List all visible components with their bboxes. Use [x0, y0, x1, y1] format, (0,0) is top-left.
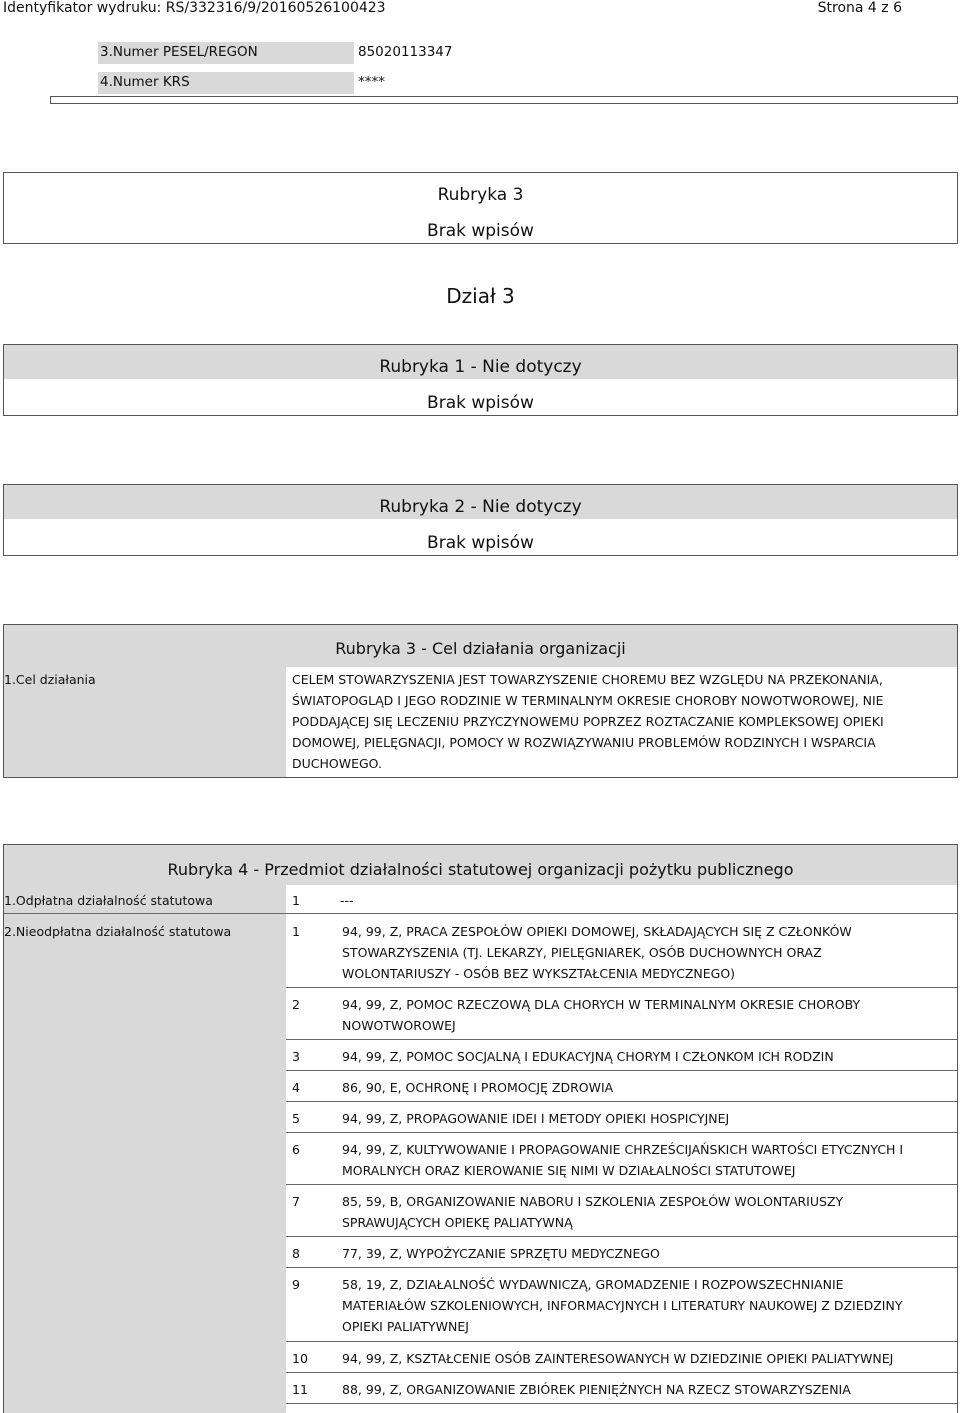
krs-value: **** [358, 74, 385, 90]
cel-label: 1.Cel działania [4, 672, 96, 687]
page-number: Strona 4 z 6 [817, 0, 902, 16]
cel-line: DOMOWEJ, PIELĘGNACJI, POMOCY W ROZWIĄZYWANIU PROBLEMÓW RODZINYCH I WSPARCIA [292, 735, 876, 750]
item-line: SPRAWUJĄCYCH OPIEKĘ PALIATYWNĄ [342, 1215, 573, 1230]
item-line: 94, 99, Z, POMOC SOCJALNĄ I EDUKACYJNĄ CHORYM I CZŁONKOM ICH RODZIN [342, 1049, 834, 1064]
item-number: 4 [292, 1080, 300, 1095]
item-text [342, 1139, 949, 1181]
row-divider [286, 1184, 957, 1185]
paid-label: 1.Odpłatna działalność statutowa [4, 893, 213, 908]
section-title: Rubryka 3 [437, 185, 524, 205]
row-divider [286, 1341, 957, 1342]
item-number: 3 [292, 1049, 300, 1064]
item-number: 5 [292, 1111, 300, 1126]
section-title: Rubryka 3 - Cel działania organizacji [335, 639, 626, 658]
item-number: 8 [292, 1246, 300, 1261]
item-text [342, 1191, 949, 1233]
id-underline [50, 96, 958, 104]
item-line: MATERIAŁÓW SZKOLENIOWYCH, INFORMACYJNYCH I LITERATURY NAUKOWEJ Z DZIEDZINY [342, 1298, 903, 1313]
item-line: STOWARZYSZENIA (TJ. LEKARZY, PIELĘGNIAREK, OSÓB DUCHOWNYCH ORAZ [342, 945, 822, 960]
section-title: Rubryka 1 - Nie dotyczy [379, 357, 582, 377]
cel-line: DUCHOWEGO. [292, 756, 382, 771]
label-column [4, 885, 286, 1413]
item-line: NOWOTWOROWEJ [342, 1018, 456, 1033]
item-line: WOLONTARIUSZY - OSÓB BEZ WYKSZTAŁCENIA MEDYCZNEGO) [342, 966, 736, 981]
item-line: 85, 59, B, ORGANIZOWANIE NABORU I SZKOLENIA ZESPOŁÓW WOLONTARIUSZY [342, 1194, 844, 1209]
item-number: 10 [292, 1351, 308, 1366]
item-text [342, 1046, 949, 1067]
pesel-label: 3.Numer PESEL/REGON [100, 44, 258, 60]
row-divider [286, 1070, 957, 1071]
cel-line: CELEM STOWARZYSZENIA JEST TOWARZYSZENIE CHOREMU BEZ WZGLĘDU NA PRZEKONANIA, [292, 672, 883, 687]
paid-value: --- [340, 893, 354, 908]
krs-label: 4.Numer KRS [100, 74, 190, 90]
item-number: 1 [292, 924, 300, 939]
item-line: 86, 90, E, OCHRONĘ I PROMOCJĘ ZDROWIA [342, 1080, 614, 1095]
item-line: 94, 99, Z, POMOC RZECZOWĄ DLA CHORYCH W TERMINALNYM OKRESIE CHOROBY [342, 997, 861, 1012]
row-divider [4, 913, 957, 914]
section-note: Brak wpisów [427, 221, 534, 241]
item-number: 9 [292, 1277, 300, 1292]
section-rubryka-4 [3, 844, 958, 1413]
item-line: 94, 99, Z, PRACA ZESPOŁÓW OPIEKI DOMOWEJ, SKŁADAJĄCYCH SIĘ Z CZŁONKÓW [342, 924, 852, 939]
row-divider [286, 1039, 957, 1040]
paid-num: 1 [292, 893, 300, 908]
item-text [342, 1274, 949, 1337]
section-rubryka-1 [3, 344, 958, 416]
unpaid-label: 2.Nieodpłatna działalność statutowa [4, 924, 232, 939]
row-divider [286, 987, 957, 988]
item-number: 2 [292, 997, 300, 1012]
pesel-value: 85020113347 [358, 44, 453, 60]
item-line: 94, 99, Z, KULTYWOWANIE I PROPAGOWANIE CHRZEŚCIJAŃSKICH WARTOŚCI ETYCZNYCH I [342, 1142, 904, 1157]
item-line: 94, 99, Z, KSZTAŁCENIE OSÓB ZAINTERESOWANYCH W DZIEDZINIE OPIEKI PALIATYWNEJ [342, 1351, 894, 1366]
item-text [342, 1379, 949, 1400]
row-divider [286, 1236, 957, 1237]
item-line: MORALNYCH ORAZ KIEROWANIE SIĘ NIMI W DZIAŁALNOŚCI STATUTOWEJ [342, 1163, 796, 1178]
dzial-title: Dział 3 [446, 284, 515, 308]
section-note: Brak wpisów [427, 393, 534, 413]
section-rubryka-2 [3, 484, 958, 556]
row-divider [286, 1372, 957, 1373]
section-cel-dzialania [3, 624, 958, 778]
print-identifier: Identyfikator wydruku: RS/332316/9/20160526100423 [3, 0, 386, 16]
row-divider [286, 1403, 957, 1404]
row-divider [286, 1132, 957, 1133]
section-note: Brak wpisów [427, 533, 534, 553]
item-line: 77, 39, Z, WYPOŻYCZANIE SPRZĘTU MEDYCZNEGO [342, 1246, 660, 1261]
cel-text [292, 669, 951, 774]
item-text [342, 994, 949, 1036]
item-number: 11 [292, 1382, 308, 1397]
item-number: 6 [292, 1142, 300, 1157]
cel-line: ŚWIATOPOGLĄD I JEGO RODZINIE W TERMINALNYM OKRESIE CHOROBY NOWOTWOROWEJ, NIE [292, 693, 884, 708]
item-line: OPIEKI PALIATYWNEJ [342, 1319, 469, 1334]
item-line: 88, 99, Z, ORGANIZOWANIE ZBIÓREK PIENIĘŻNYCH NA RZECZ STOWARZYSZENIA [342, 1382, 851, 1397]
id-rows [50, 36, 958, 104]
section-rubryka-3 [3, 172, 958, 244]
item-text [342, 1243, 949, 1264]
item-line: 94, 99, Z, PROPAGOWANIE IDEI I METODY OPIEKI HOSPICYJNEJ [342, 1111, 730, 1126]
section-title: Rubryka 4 - Przedmiot działalności statutowej organizacji pożytku publicznego [167, 860, 794, 879]
item-text [342, 1108, 949, 1129]
item-text [342, 1348, 949, 1369]
item-line: 58, 19, Z, DZIAŁALNOŚĆ WYDAWNICZĄ, GROMADZENIE I ROZPOWSZECHNIANIE [342, 1277, 844, 1292]
item-text [342, 921, 949, 984]
item-number: 7 [292, 1194, 300, 1209]
row-divider [286, 1101, 957, 1102]
cel-line: PODDAJĄCEJ SIĘ LECZENIU PRZYCZYNOWEMU POPRZEZ ROZTACZANIE KOMPLEKSOWEJ OPIEKI [292, 714, 884, 729]
row-divider [286, 1267, 957, 1268]
item-text [342, 1077, 949, 1098]
section-title: Rubryka 2 - Nie dotyczy [379, 497, 582, 517]
